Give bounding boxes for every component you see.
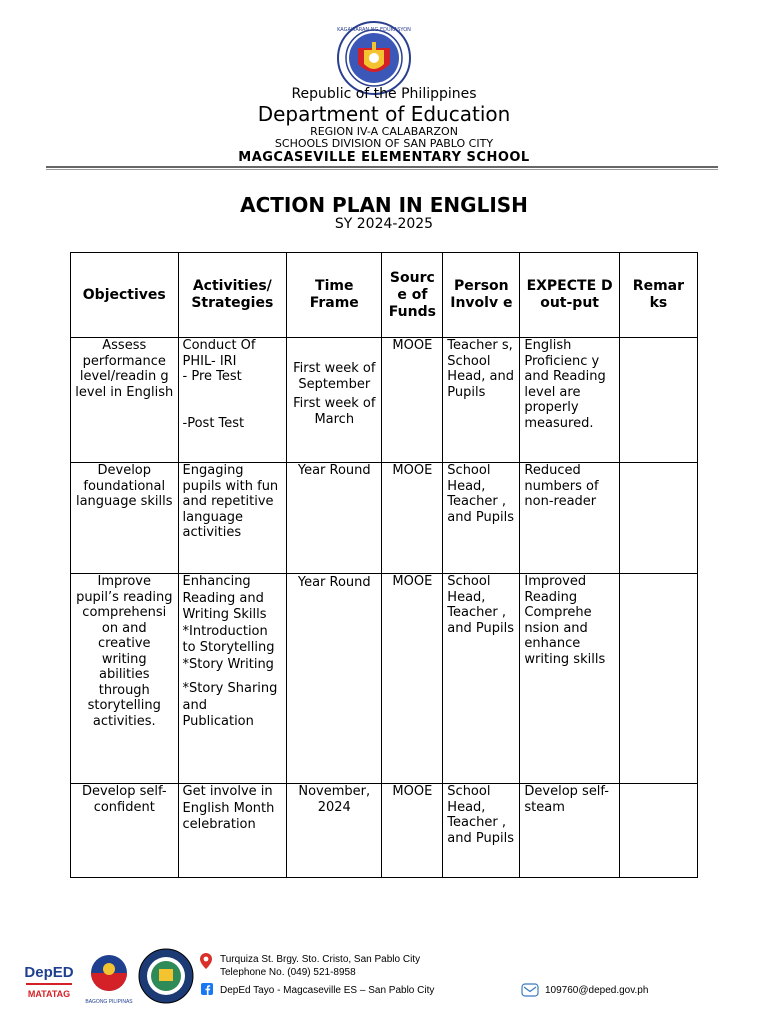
footer-telephone: Telephone No. (049) 521-8958 [220,967,356,978]
header-time-frame: Time Frame [287,253,382,338]
table-row [71,463,698,574]
objective-cell: Assess performance level/readin g level in English [71,338,179,463]
page-footer [0,945,768,1015]
facebook-icon [201,983,213,995]
table-row [71,574,698,784]
funds-cell: MOOE [382,338,443,463]
deped-matatag-logo [22,955,76,1005]
location-pin-icon [200,953,212,969]
region-heading: REGION IV-A CALABARZON [310,125,458,138]
seal-text: KAGAWARAN NG EDUKASYON [337,27,411,33]
deped-logo-text: DepED [24,964,74,981]
header-source-of-funds: Sourc e of Funds [382,253,443,338]
header-person-involved: Person Involv e [443,253,520,338]
output-cell: Reduced numbers of non-reader [520,463,619,574]
bagong-pilipinas-logo [84,951,134,1007]
time-frame-cell: First week of September First week of March [287,338,382,463]
header-divider-thin [46,169,718,170]
activities-cell: Enhancing Reading and Writing Skills *Introduction to Storytelling *Story Writing *Story Sharing and Publication [178,574,287,784]
remarks-cell [619,574,697,784]
objective-cell: Improve pupil’s reading comprehensi on and creative writing abilities through storytelling activities. [71,574,179,784]
table-row [71,784,698,878]
time-frame-cell: Year Round [287,463,382,574]
persons-cell: School Head, Teacher , and Pupils [443,784,520,878]
activities-cell: Engaging pupils with fun and repetitive language activities [178,463,287,574]
bagong-text: BAGONG PILIPINAS [85,999,133,1005]
footer-email[interactable]: 109760@deped.gov.ph [545,985,649,996]
header-objectives: Objectives [71,253,179,338]
objective-cell: Develop foundational language skills [71,463,179,574]
division-heading: SCHOOLS DIVISION OF SAN PABLO CITY [274,137,494,150]
school-heading: MAGCASEVILLE ELEMENTARY SCHOOL [238,150,530,165]
remarks-cell [619,784,697,878]
header-activities: Activities/ Strategies [178,253,287,338]
mail-icon [521,983,539,997]
footer-facebook[interactable]: DepEd Tayo - Magcaseville ES – San Pablo City [220,985,435,996]
header-divider [46,166,718,168]
time-frame-cell: November, 2024 [287,784,382,878]
funds-cell: MOOE [382,574,443,784]
output-cell: Develop self-steam [520,784,619,878]
remarks-cell [619,463,697,574]
school-logo [137,947,195,1005]
school-year: SY 2024-2025 [334,216,434,232]
table-row [71,338,698,463]
time-frame-cell: Year Round [287,574,382,784]
output-cell: Improved Reading Comprehe nsion and enhance writing skills [520,574,619,784]
persons-cell: School Head, Teacher , and Pupils [443,574,520,784]
persons-cell: School Head, Teacher , and Pupils [443,463,520,574]
header-expected-output: EXPECTE D out-put [520,253,619,338]
matatag-text: MATATAG [27,989,71,999]
table-header-row [71,253,698,338]
activities-cell: Get involve in English Month celebration [178,784,287,878]
persons-cell: Teacher s, School Head, and Pupils [443,338,520,463]
output-cell: English Proficienc y and Reading level are properly measured. [520,338,619,463]
funds-cell: MOOE [382,784,443,878]
header-remarks: Remar ks [619,253,697,338]
funds-cell: MOOE [382,463,443,574]
department-heading: Department of Education [257,102,511,126]
objective-cell: Develop self-confident [71,784,179,878]
footer-address: Turquiza St. Brgy. Sto. Cristo, San Pablo City [220,954,421,965]
action-plan-table [70,252,698,878]
remarks-cell [619,338,697,463]
deped-seal-icon [336,20,412,96]
republic-heading: Republic of the Philippines [291,86,477,102]
page-title: ACTION PLAN IN ENGLISH [240,193,528,217]
activities-cell: Conduct Of PHIL- IRI - Pre Test -Post Test [178,338,287,463]
